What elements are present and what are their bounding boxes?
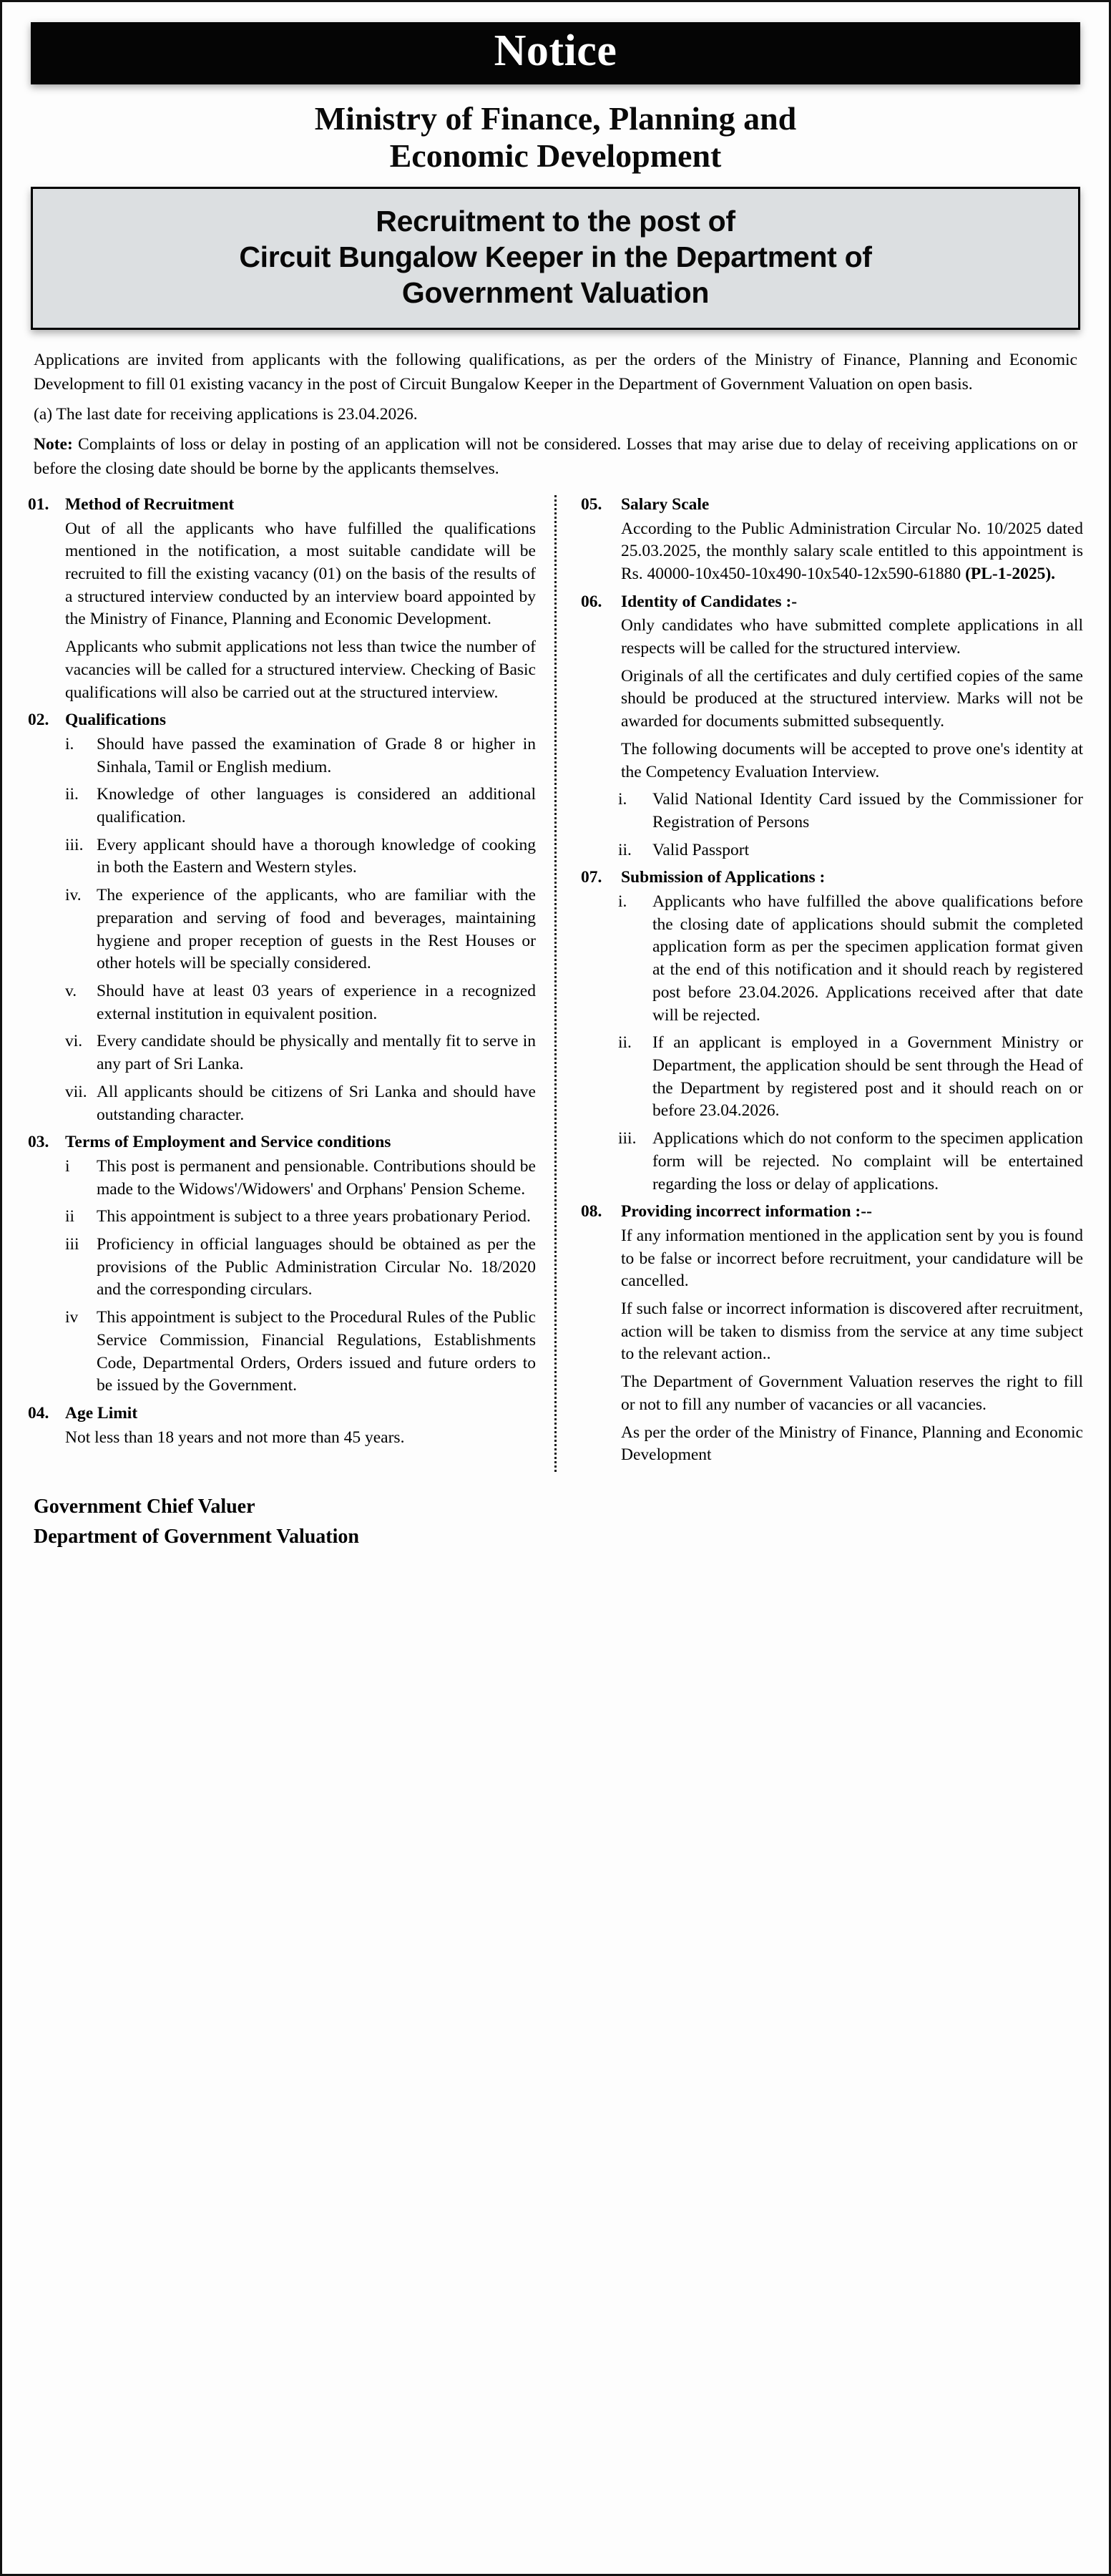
intro-note — [34, 433, 1077, 481]
list-text: Valid Passport — [652, 840, 750, 859]
section-heading — [581, 1201, 1083, 1223]
list-marker: iv — [65, 1308, 79, 1327]
list-item — [65, 1081, 536, 1126]
salary-text: According to the Public Administration Circular No. 10/2025 dated 25.03.2025, the monthly salary scale entitled to this appointment is Rs. 40000-10x450-10x490-10x540-12x590-61880 — [620, 519, 1083, 583]
section-heading — [28, 1131, 536, 1153]
section-title: Method of Recruitment — [65, 494, 235, 514]
list-text: If an applicant is employed in a Government Ministry or Department, the application should be sent through the Head of the Department by registered post and it should reach on or before 23.04.2026. — [652, 1033, 1083, 1121]
list-item — [65, 884, 536, 975]
two-column-body — [28, 491, 1083, 1472]
section-paragraph: Applicants who submit applications not less than twice the number of vacancies will be called for a structured interview. Checking of Basic qualifications will also be carried out at the structured interview. — [65, 638, 536, 702]
identity-documents-list — [581, 789, 1083, 862]
section-title: Qualifications — [65, 711, 167, 730]
section-paragraph: Only candidates who have submitted complete applications in all respects will be called for the structured interview. — [620, 616, 1083, 658]
list-marker: iii. — [65, 835, 84, 854]
section-number: 06. — [580, 592, 602, 611]
section-number: 05. — [580, 494, 602, 514]
list-text: Every candidate should be physically and mentally fit to serve in any part of Sri Lanka. — [97, 1032, 536, 1074]
list-item — [65, 980, 536, 1025]
list-item — [618, 1032, 1083, 1123]
list-item — [618, 1128, 1083, 1196]
list-text: Valid National Identity Card issued by the Commissioner for Registration of Persons — [652, 790, 1083, 831]
section-paragraph: The Department of Government Valuation reserves the right to fill or not to fill any number of vacancies or all vacancies. — [620, 1372, 1083, 1414]
list-item — [65, 1206, 536, 1229]
post-title-line-1: Recruitment to the post of — [376, 205, 735, 238]
section-title: Terms of Employment and Service conditions — [65, 1133, 391, 1152]
list-text: This appointment is subject to a three years probationary Period. — [97, 1207, 531, 1226]
list-marker: iv. — [65, 886, 82, 905]
list-marker: i. — [65, 734, 74, 753]
section-paragraph: If such false or incorrect information is discovered after recruitment, action will be taken to dismiss from the service at any time subject to the relevant action.. — [620, 1299, 1083, 1364]
section-heading — [28, 709, 536, 731]
list-text: The experience of the applicants, who are familiar with the preparation and serving of food and beverages, maintaining hygiene and proper reception of guests in the Rest Houses or other hotels will be specially considered. — [97, 886, 536, 973]
post-title-box — [31, 187, 1080, 330]
intro-closing-date: (a) The last date for receiving applications is 23.04.2026. — [34, 404, 418, 424]
section-number: 03. — [28, 1133, 49, 1152]
list-marker: i. — [617, 790, 627, 809]
list-marker: iii — [65, 1235, 79, 1254]
section-title: Submission of Applications : — [620, 868, 826, 887]
section-age-limit — [28, 1402, 536, 1449]
section-terms-of-employment — [28, 1131, 536, 1397]
section-title: Age Limit — [65, 1404, 138, 1423]
list-marker: i. — [617, 892, 627, 911]
section-paragraph: Out of all the applicants who have fulfilled the qualifications mentioned in the notification, a most suitable candidate will be recruited to fill the existing vacancy (01) on the basis of the results of a structured interview conducted by an interview board appointed by the Ministry of Finance, Planning and Economic Development. — [65, 519, 536, 629]
list-marker: vii. — [65, 1082, 87, 1101]
list-marker: ii. — [617, 1033, 632, 1053]
section-heading — [28, 494, 536, 516]
post-title-line-3: Government Valuation — [401, 276, 710, 310]
signature-block — [34, 1492, 1077, 1552]
notice-title: Notice — [494, 26, 617, 75]
post-title-line-2: Circuit Bungalow Keeper in the Department of — [239, 240, 872, 274]
section-paragraph: Not less than 18 years and not more than 45 years. — [65, 1428, 405, 1447]
section-providing-incorrect-information — [581, 1201, 1083, 1467]
list-text: Applicants who have fulfilled the above qualifications before the closing date of applications should submit the completed application form as per the specimen application format given at the end of this notification and it should reach by registered post before 23.04.2026. Applications received after that date will be rejected. — [652, 892, 1083, 1025]
section-paragraph: The following documents will be accepted to prove one's identity at the Competency Evaluation Interview. — [620, 739, 1083, 781]
ministry-heading-line-1: Ministry of Finance, Planning and — [314, 100, 797, 137]
list-text: Proficiency in official languages should be obtained as per the provisions of the Public Administration Circular No. 18/2020 and the corresponding circulars. — [97, 1235, 536, 1299]
list-marker: vi. — [65, 1032, 83, 1051]
section-number: 08. — [580, 1202, 602, 1221]
list-text: Should have at least 03 years of experience in a recognized external institution in equivalent position. — [97, 982, 536, 1023]
left-column — [28, 491, 554, 1454]
list-item — [65, 834, 536, 879]
list-text: Every applicant should have a thorough knowledge of cooking in both the Eastern and Western styles. — [97, 835, 536, 877]
salary-grade-code: (PL-1-2025). — [965, 564, 1056, 583]
section-paragraph: Originals of all the certificates and duly certified copies of the same should be produced at the structured interview. Marks will not be awarded for documents submitted subsequently. — [620, 666, 1083, 731]
section-heading — [581, 867, 1083, 889]
list-marker: ii. — [65, 785, 79, 804]
section-title: Providing incorrect information :-- — [620, 1202, 872, 1221]
list-item — [65, 1234, 536, 1302]
list-text: Applications which do not conform to the specimen application form will be rejected. No complaint will be entertained regarding the loss or delay of applications. — [652, 1129, 1083, 1194]
notice-banner — [31, 22, 1080, 84]
note-label: Note: — [34, 435, 73, 454]
section-salary-scale — [581, 494, 1083, 586]
list-marker: i — [65, 1156, 70, 1176]
right-column — [557, 491, 1083, 1472]
submission-list — [581, 891, 1083, 1196]
section-paragraph: As per the order of the Ministry of Finance, Planning and Economic Development — [620, 1423, 1083, 1465]
section-heading — [581, 591, 1083, 613]
section-heading — [28, 1402, 536, 1425]
list-item — [65, 1307, 536, 1397]
section-number: 04. — [28, 1404, 49, 1423]
list-item — [65, 1156, 536, 1201]
list-marker: v. — [65, 982, 77, 1000]
list-item — [65, 733, 536, 779]
list-item — [618, 789, 1083, 834]
list-text: This post is permanent and pensionable. Contributions should be made to the Widows'/Widowers' and Orphans' Pension Scheme. — [97, 1156, 536, 1199]
qualifications-list — [28, 733, 536, 1127]
ministry-heading-line-2: Economic Development — [389, 137, 722, 174]
terms-list — [28, 1156, 536, 1397]
list-text: This appointment is subject to the Procedural Rules of the Public Service Commission, Financial Regulations, Establishments Code, Departmental Orders, Orders issued and future orders to be issued by the Government. — [97, 1308, 536, 1395]
signatory-department: Department of Government Valuation — [34, 1526, 359, 1548]
section-qualifications — [28, 709, 536, 1126]
section-heading — [581, 494, 1083, 516]
list-text: All applicants should be citizens of Sri Lanka and should have outstanding character. — [97, 1082, 536, 1124]
section-number: 01. — [28, 494, 49, 514]
ministry-heading — [94, 100, 1017, 174]
section-number: 02. — [28, 711, 49, 730]
section-submission-of-applications — [581, 867, 1083, 1196]
intro-block — [34, 348, 1077, 481]
list-text: Knowledge of other languages is considered an additional qualification. — [97, 785, 536, 826]
section-method-of-recruitment — [28, 494, 536, 704]
intro-paragraph: Applications are invited from applicants with the following qualifications, as per the orders of the Ministry of Finance, Planning and Economic Development to fill 01 existing vacancy in the post of Circuit Bungalow Keeper in the Department of Government Valuation on open basis. — [34, 351, 1077, 394]
section-title: Identity of Candidates :- — [620, 592, 798, 611]
list-item — [65, 1030, 536, 1075]
list-marker: ii. — [617, 840, 632, 859]
signatory-title: Government Chief Valuer — [34, 1496, 255, 1518]
list-text: Should have passed the examination of Grade 8 or higher in Sinhala, Tamil or English medium. — [97, 734, 536, 776]
list-item — [618, 891, 1083, 1027]
list-item — [65, 784, 536, 829]
section-title: Salary Scale — [620, 494, 710, 514]
section-identity-of-candidates — [581, 591, 1083, 862]
note-text: Complaints of loss or delay in posting of an application will not be considered. Losses that may arise due to delay of receiving applications on or before the closing date should be borne by the applicants themselves. — [34, 435, 1077, 478]
salary-paragraph — [581, 518, 1083, 586]
section-paragraph: If any information mentioned in the application sent by you is found to be false or incorrect before recruitment, your candidature will be cancelled. — [620, 1226, 1083, 1291]
section-number: 07. — [580, 868, 602, 887]
list-marker: ii — [65, 1207, 75, 1226]
list-marker: iii. — [617, 1129, 637, 1148]
list-item — [618, 839, 1083, 862]
